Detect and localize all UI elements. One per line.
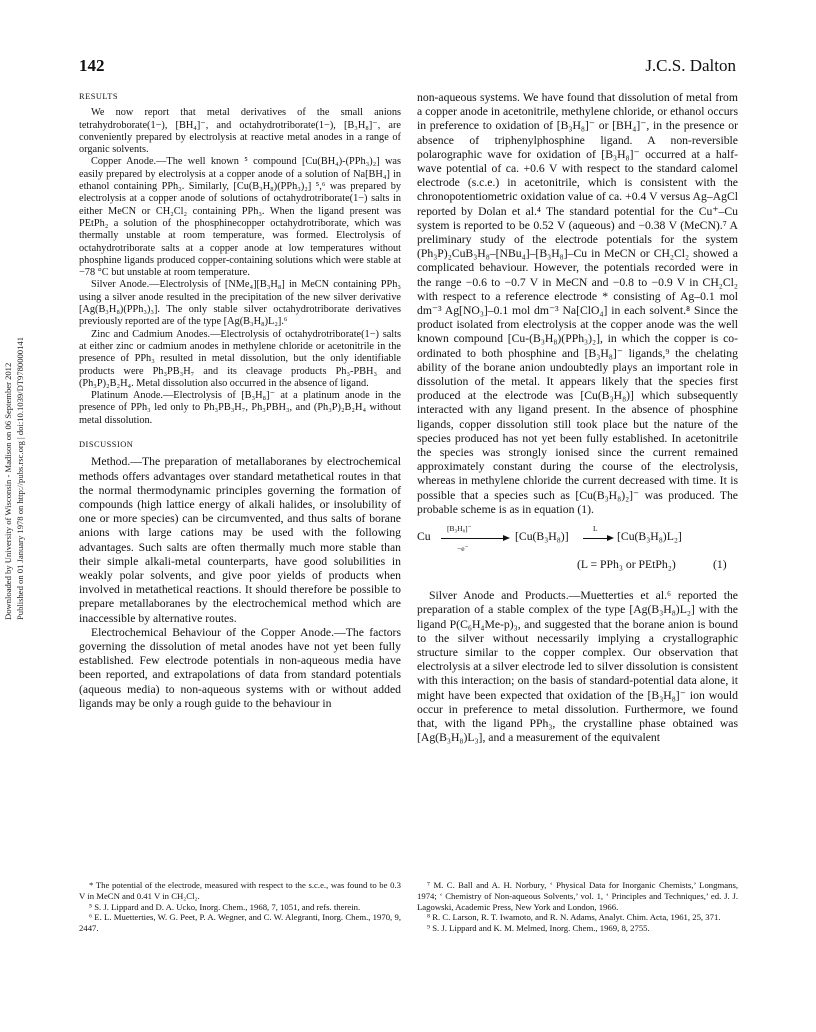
footnote: ⁵ S. J. Lippard and D. A. Ucko, Inorg. Chem., 1968, 7, 1051, and refs. therein. [89,901,361,912]
paragraph: Electrochemical Behaviour of the Copper Anode.—The factors governing the dissolution of metal anodes have not yet been fully established. Few electrode potentials in non-aqueous media have been reported, and extrapolations of data from standard potentials (aqueous media) to non-aqueous systems with or without added ligands may be only a rough guide to the behaviour in [79,625,401,710]
download-notice [3,260,29,620]
reaction-arrow-2 [583,538,609,539]
scheme-reagent: [B₃H₈]⁻ [447,524,472,534]
results-heading: RESULTS [79,92,119,101]
footnote: ⁷ M. C. Ball and A. H. Norbury, ‘ Physical Data for Inorganic Chemists,’ Longmans, 1974; ‘ Chemistry of Non-aqueous Solvents,’ vol. 1, ‘ Principles and Techniques,’ ed. J. J. Lagowski, Academic Press, New York and London, 1966. [417,880,738,912]
footnotes-right [417,880,738,934]
paragraph: Platinum Anode.—Electrolysis of [B₃H₈]⁻ at a platinum anode in the presence of PPh₃ led only to Ph₃PB₃H₇, Ph₃PBH₃, and (Ph₃P)₂B₂H₄ without metal dissolution. [79,390,401,426]
page-number: 142 [79,56,105,75]
right-column [417,91,738,745]
page-header [79,56,736,78]
paragraph: Silver Anode.—Electrolysis of [NMe₄][B₃H₈] in MeCN containing PPh₃ using a silver anode resulted in the precipitation of the new silver derivative [Ag(B₃H₈)(PPh₃)₃]. The only stable silver octahydrotriborate derivatives previously reported are of the type [Ag(B₃H₈)L₂].⁶ [79,279,401,328]
footnotes-left [79,880,401,934]
paragraph: Silver Anode and Products.—Muetterties et al.⁶ reported the preparation of a stable complex of the type [Ag(B₃H₈)L₂] with the ligand P(C₆H₄Me-p)₃, and suggested that the borane anion is bound to the silver without necessarily implying a crystallographic structure similar to the copper complex. Our observation that electrolysis at a silver electrode led to silver dissolution is consistent with this interaction; on the basis of standard-potential data alone, it might have been expected that oxidation of the [B₃H₈]⁻ ion would occur in preference to metal dissolution. Furthermore, we found that, with the ligand PPh₃, the crystalline phase obtained was [Ag(B₃H₈)L₃], and a measurement of the equivalent [417,589,738,745]
arrowhead-1 [503,535,510,541]
left-column [79,91,401,711]
footnote: ⁶ E. L. Muetterties, W. G. Peet, P. A. Wegner, and C. W. Alegranti, Inorg. Chem., 1970, 9, 2447. [79,912,401,934]
scheme-electron: −e⁻ [457,544,469,554]
scheme-cu: Cu [417,530,431,544]
scheme-condition: (L = PPh₃ or PEtPh₂) [577,558,676,572]
footnote: ⁸ R. C. Larson, R. T. Iwamoto, and R. N. Adams, Analyt. Chim. Acta, 1961, 25, 371. [427,912,721,923]
reaction-scheme [417,523,738,583]
scheme-ligand: L [593,524,598,534]
discussion-body [79,455,401,711]
doi-notice-line[interactable]: Published on 01 January 1978 on http://pubs.rsc.org | doi:10.1039/DT9780000141 [15,337,25,620]
paragraph: Zinc and Cadmium Anodes.—Electrolysis of octahydrotriborate(1−) salts at either zinc or cadmium anodes in methylene chloride or acetonitrile in the presence of PPh₃ resulted in metal dissolution, but the only identifiable products were Ph₃PB₃H₇ and its cleavage products Ph₃-PBH₃ and (Ph₃P)₂B₂H₄. Metal dissolution also occurred in the absence of ligand. [79,328,401,389]
arrowhead-2 [607,535,614,541]
paragraph: Method.—The preparation of metallaboranes by electrochemical methods offers advantages over standard metathetical routes in that the normal thermodynamic principles governing the formation of compounds (high lattice energy of alkali halides, or insolubility of one or more species) can be circumvented, and thus salts of borane anions with large cations may be used with the following advantages. Such salts are often thermally much more stable than their simple alkali-metal counterparts, have good solubilities in weakly polar solvents, and give poor yields of products when involved in metathetical reactions. It should therefore be possible to prepare metallaboranes by the electrochemical method which are inaccessible by alternative routes. [79,455,401,625]
journal-name: J.C.S. Dalton [645,56,736,75]
scheme-intermediate: [Cu(B₃H₈)] [515,530,569,544]
discussion-heading: DISCUSSION [79,440,134,450]
paragraph: We now report that metal derivatives of the small anions tetrahydroborate(1−), [BH₄]⁻, and octahydrotriborate(1−), [B₃H₈]⁻, are conveniently prepared by electrolysis at reactive metal anodes in a range of organic solvents. [79,107,401,156]
paragraph: non-aqueous systems. We have found that dissolution of metal from a copper anode in acetonitrile, methylene chloride, or ethanol occurs in preference to oxidation of [B₃H₈]⁻ or [BH₄]⁻, in the presence or absence of triphenylphosphine ligand. A non-reversible polarographic wave for oxidation of [B₃H₈]⁻ occurred at a half-wave potential of ca. +0.6 V with respect to the standard calomel electrode (s.c.e.) in acetonitrile, which is consistent with the chronopotentiometric oxidation value of ca. +0.4 V versus Ag–AgCl reported by Dolan et al.⁴ The standard potential for the Cu⁺–Cu system is reported to be 0.52 V (aqueous) and −0.38 V (MeCN).⁷ A preliminary study of the electrode potentials for the system (Ph₃P)₂CuB₃H₈–[NBu₄]–[B₃H₈]–Cu in MeCN or CH₂Cl₂ showed a complicated behaviour. However, the potentials recorded were in the range −0.6 to −0.7 V in MeCN and −0.8 to −0.9 V in CH₂Cl₂ with respect to a reference electrode * consisting of Ag–0.1 mol dm⁻³ Ag[NO₃]–0.1 mol dm⁻³ Na[ClO₄] in each solvent.⁸ Since the product isolated from electrolysis at the copper anode was the well known compound [Cu-(B₃H₈)(PPh₃)₂], in which the copper is co-ordinated to both phosphine and [B₃H₈]⁻ ligands,⁹ the chelating ability of the borane anion undoubtedly plays an important role in dissolution of the metal. It appears likely that the species first produced at the electrode was [Cu(B₃H₈)] which subsequently interacted with any ligand present. In the absence of phosphine ligands, copper dissolution still took place but the nature of the species produced has not yet been fully established. In acetonitrile the species was strongly ionised since the current remained approximately constant during the course of the electrolysis, whereas in methylene chloride the current decreased with time. It is possible that a species such as [Cu(B₃H₈)₂]⁻ was produced. The probable scheme is as in equation (1). [417,91,738,516]
reaction-arrow-1 [441,538,505,539]
paragraph: Copper Anode.—The well known ⁵ compound [Cu(BH₄)-(PPh₃)₂] was easily prepared by electrolysis at a copper anode of a solution of Na[BH₄] in ethanol containing PPh₃. Similarly, [Cu(B₃H₈)(PPh₃)₂] ⁵,⁶ was prepared by electrolysis at a copper anode of solutions of octahydrotriborate(1−) salts in either MeCN or CH₂Cl₂ containing PPh₃. When the ligand present was PEtPh₂ a solution of the phosphinecopper octahydrotriborate, which was thermally unstable at room temperature, was formed. Electrolysis of octahydrotriborate salts at a copper anode at low temperatures without phosphine ligands produced copper-containing solutions which were stable at −78 °C but unstable at room temperature. [79,156,401,279]
footnote: * The potential of the electrode, measured with respect to the s.c.e., was found to be 0.3 V in MeCN and 0.41 V in CH₂Cl₂. [79,880,401,901]
footnote: ⁹ S. J. Lippard and K. M. Melmed, Inorg. Chem., 1969, 8, 2755. [427,923,650,934]
equation-number: (1) [713,558,727,572]
download-notice-line: Downloaded by University of Wisconsin - Madison on 06 September 2012 [3,362,13,620]
scheme-product: [Cu(B₃H₈)L₂] [617,530,682,544]
